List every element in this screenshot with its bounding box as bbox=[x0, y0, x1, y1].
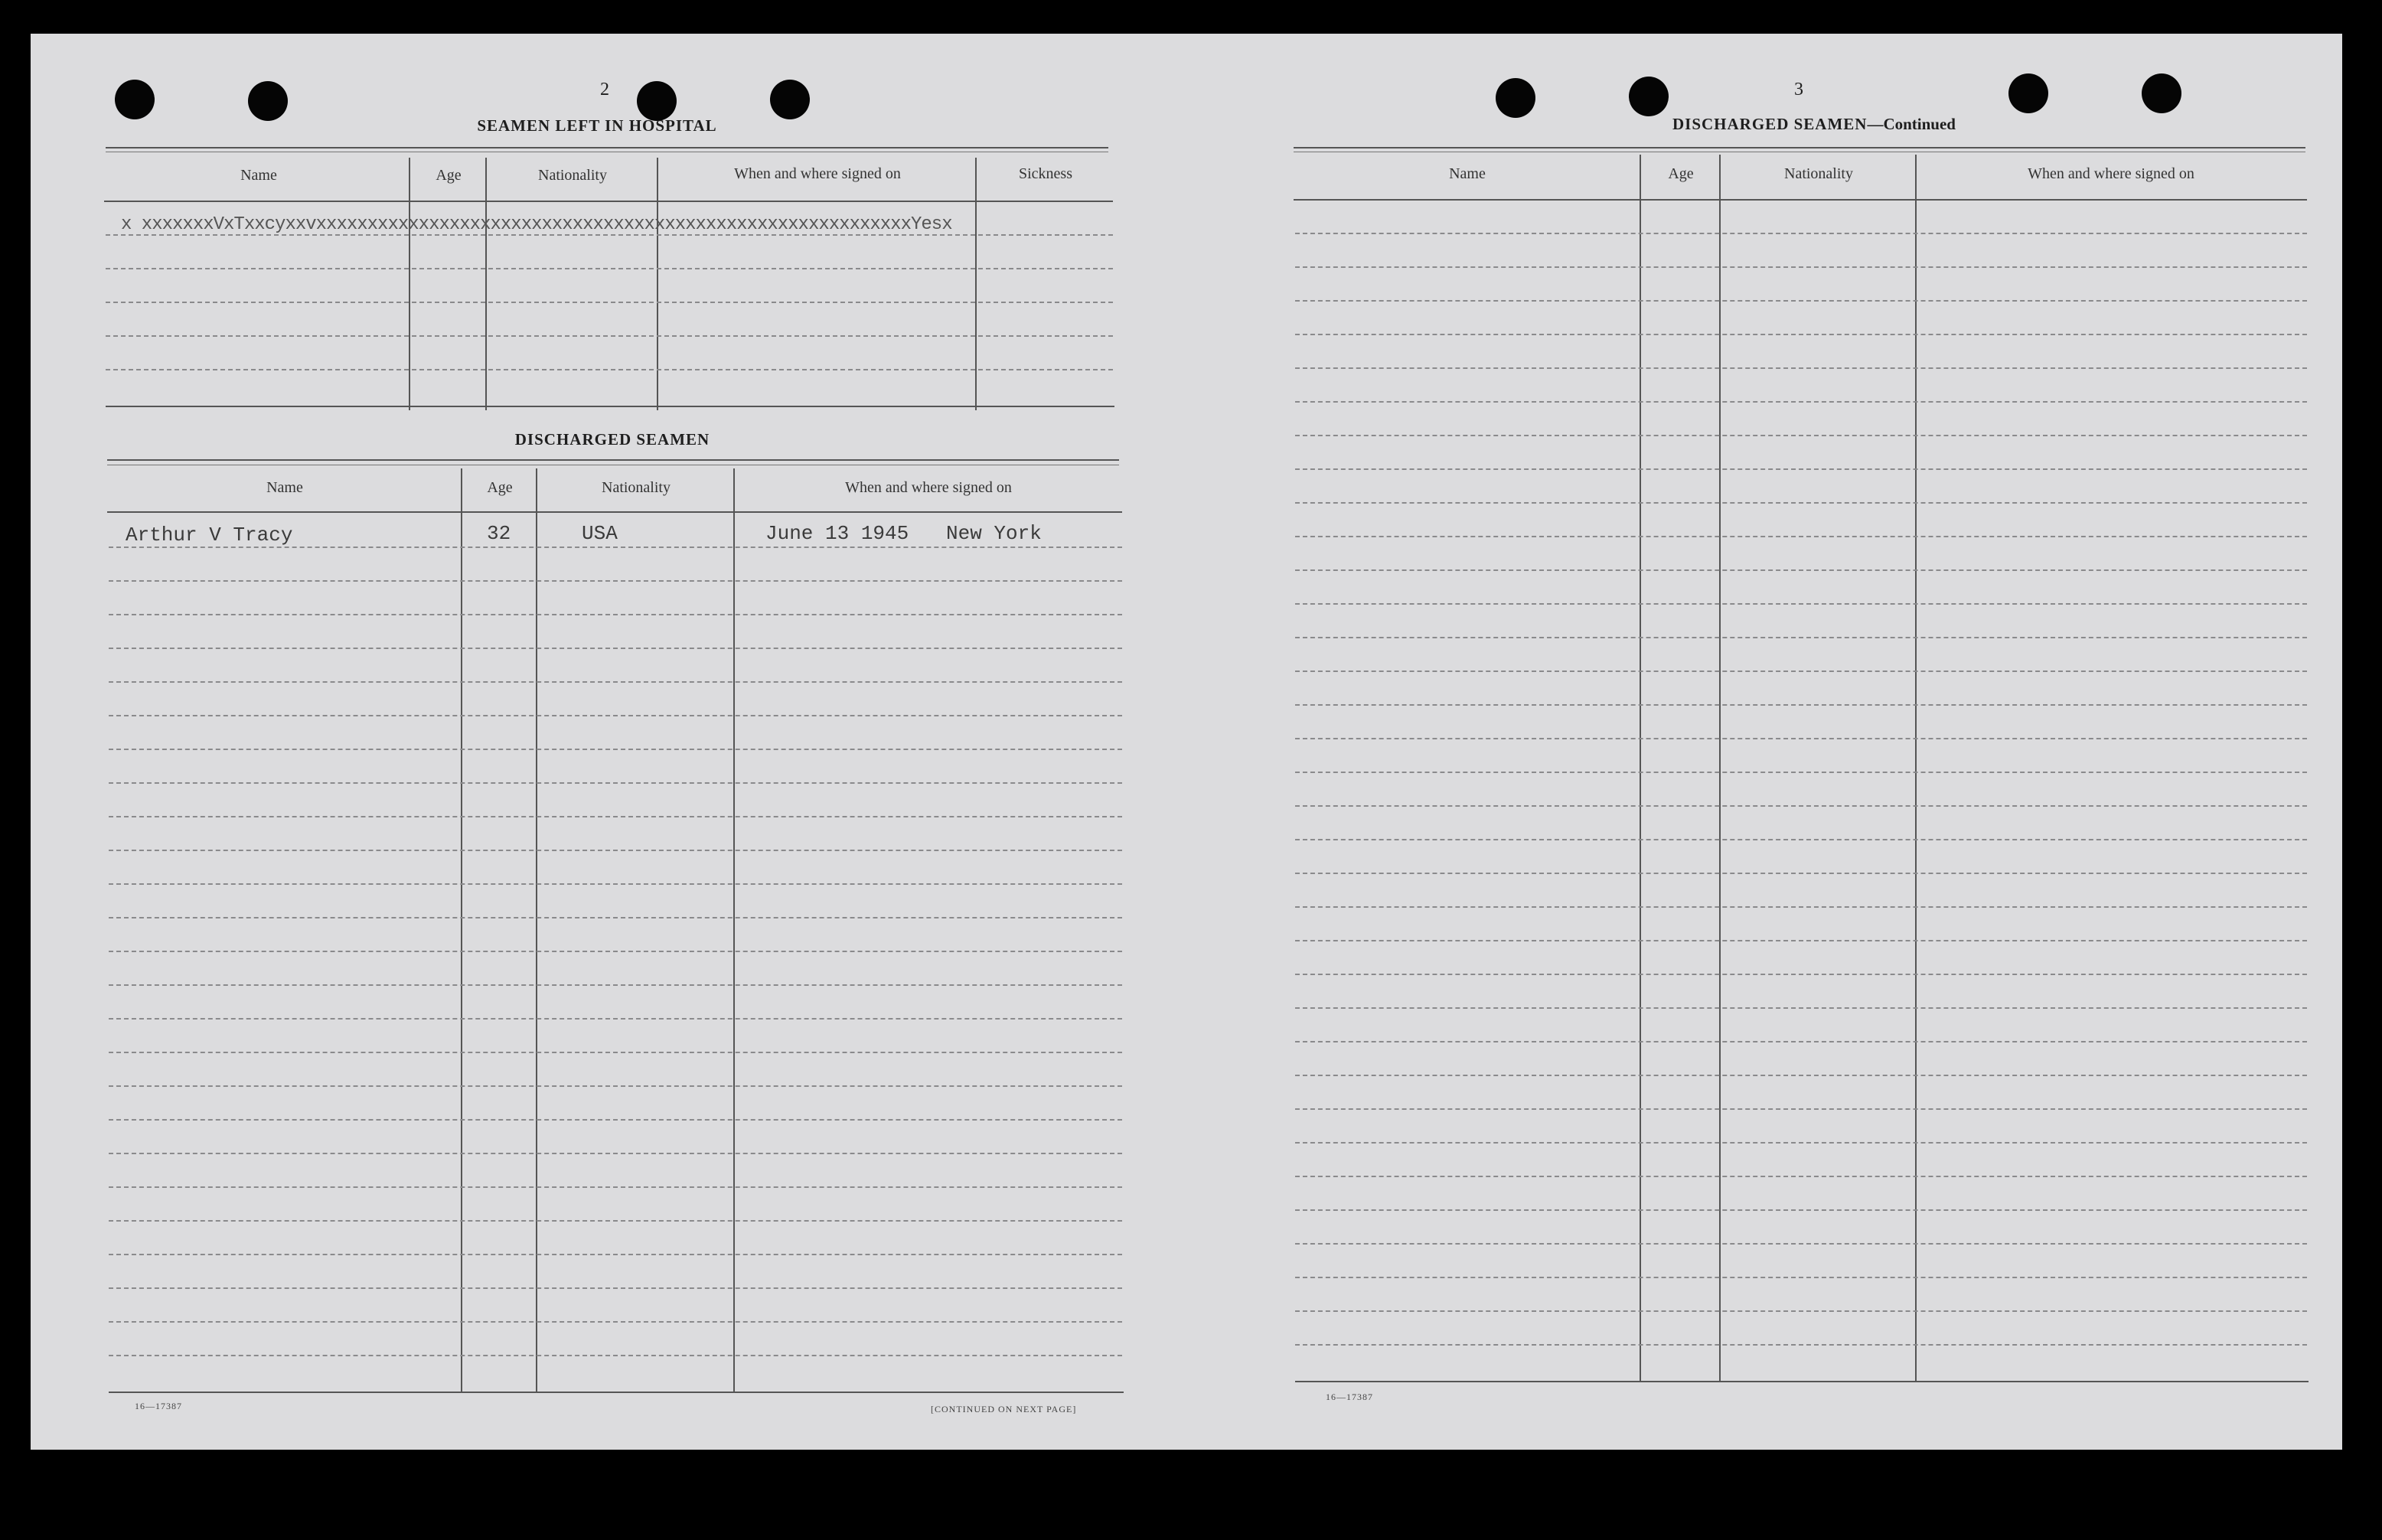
column-header-name: Name bbox=[266, 479, 303, 496]
right-page bbox=[1194, 34, 2342, 1450]
title-main: DISCHARGED SEAMEN bbox=[1672, 115, 1868, 133]
form-number: 16—17387 bbox=[1326, 1392, 1373, 1402]
column-header-age: Age bbox=[436, 167, 462, 184]
column-header-nationality: Nationality bbox=[1784, 165, 1853, 182]
column-header-signed-on: When and where signed on bbox=[734, 165, 901, 182]
form-number: 16—17387 bbox=[135, 1401, 182, 1411]
signed-on-place: New York bbox=[946, 522, 1042, 545]
section-title-hospital: SEAMEN LEFT IN HOSPITAL bbox=[477, 116, 717, 135]
seaman-nationality: USA bbox=[582, 522, 618, 545]
page-number: 3 bbox=[1794, 80, 1803, 100]
column-header-age: Age bbox=[1668, 165, 1694, 182]
page-number: 2 bbox=[600, 80, 609, 100]
continued-note: [CONTINUED ON NEXT PAGE] bbox=[931, 1404, 1077, 1414]
column-header-age: Age bbox=[487, 479, 513, 496]
left-page bbox=[31, 34, 1179, 1450]
section-title-discharged-continued bbox=[1607, 115, 2021, 134]
column-header-nationality: Nationality bbox=[602, 479, 671, 496]
title-suffix: —Continued bbox=[1867, 115, 1956, 133]
column-header-signed-on: When and where signed on bbox=[845, 479, 1012, 496]
seaman-name: Arthur V Tracy bbox=[126, 524, 293, 547]
section-title-discharged: DISCHARGED SEAMEN bbox=[514, 430, 710, 449]
document-scan bbox=[31, 34, 2342, 1450]
column-header-signed-on: When and where signed on bbox=[2028, 165, 2194, 182]
seaman-age: 32 bbox=[487, 522, 511, 545]
column-header-name: Name bbox=[240, 167, 277, 184]
struck-hospital-entry: x xxxxxxxVxTxxcyxxvxxxxxxxxxxxxxxxxxxxxxxxxxxxxxxxxxxxxxxxxxxxxxxxxxxxxxxxxxxYesx bbox=[121, 214, 952, 235]
column-header-nationality: Nationality bbox=[538, 167, 607, 184]
column-header-name: Name bbox=[1449, 165, 1486, 182]
signed-on-date: June 13 1945 bbox=[765, 522, 909, 545]
column-header-sickness: Sickness bbox=[1019, 165, 1072, 182]
